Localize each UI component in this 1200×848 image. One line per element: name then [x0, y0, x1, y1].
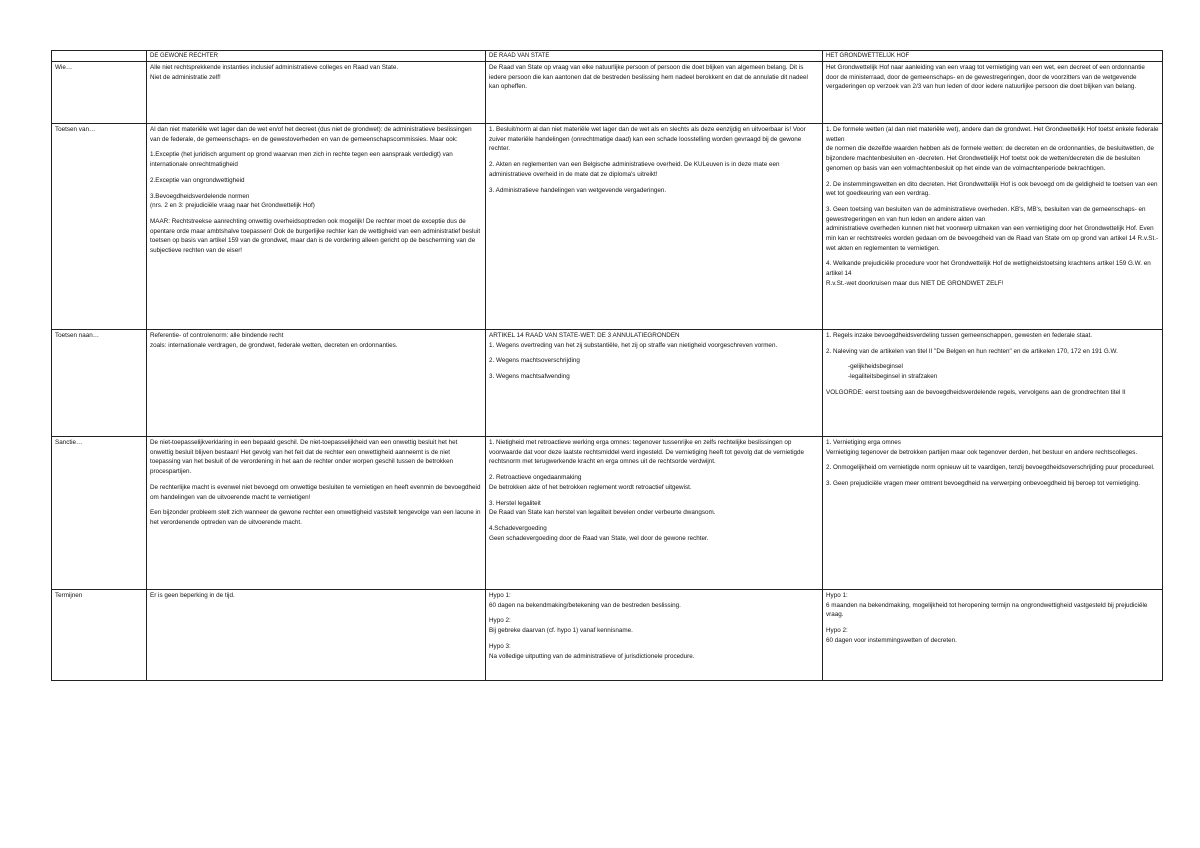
cell-paragraph: 2. Akten en reglementen van een Belgische administratieve overheid. De KULeuven is in deze mate een administratieve overheid in de mate dat ze diploma's uitreikt! — [489, 161, 780, 178]
cell-paragraph: -gelijkheidsbeginsel -legaliteitsbeginsel in strafzaken — [848, 363, 938, 381]
comparison-table — [51, 50, 1163, 681]
cell-paragraph: De Raad van State op vraag van elke natuurlijke persoon of persoon die doet blijken van algemeen belang. Dit is iedere persoon die kan aantonen dat de bestreden beslissing hem nadeel berokkent en dat de annulatie dit nadeel kan opheffen. — [489, 64, 808, 91]
row-label: Termijnen — [52, 590, 147, 681]
table-cell — [147, 590, 486, 681]
cell-paragraph: De niet-toepasselijkverklaring in een bepaald geschil. De niet-toepasselijkheid van een onwettig besluit het het onwettig besluit blijven bestaan! Het gevolg van het feit dat de rechter een onwettigheid aanneemt is de niet toepassing van het besluit of de verordening in het aan de rechter onder worpen geschil tussen de betrokken procespartijen. — [150, 439, 458, 476]
cell-paragraph: Hypo 1: 60 dagen na bekendmaking/betekening van de bestreden beslissing. — [489, 592, 681, 609]
cell-paragraph: 3. Administratieve handelingen van wetgevende vergaderingen. — [489, 186, 667, 194]
table-cell — [823, 124, 1163, 330]
cell-paragraph: 2. De instemmingswetten en dito decreten. Het Grondwettelijk Hof is ook bevoegd om de geldigheid te toetsen van een wet tot goedkeuring van een verdrag. — [826, 180, 1158, 198]
header-gewone-rechter: DE GEWONE RECHTER — [147, 51, 486, 62]
cell-paragraph: Het Grondwettelijk Hof naar aanleiding van een vraag tot vernietiging van een wet, een decreet of een ordonnantie door de ministerraad, door de gemeenschaps- en de gewestregeringen, door de voorzitters van de wetgevende vergaderingen op verzoek van 2/3 van hun leden of door iedere natuurlijke persoon die doet blijken van belang. — [826, 64, 1145, 91]
cell-paragraph: Al dan niet materiële wet lager dan de wet en/of het decreet (dus niet de grondwet): de administratieve beslissingen van de federale, de gemeenschaps- en de gewestoverheden en van de gemeenschapscommissies. Maar ook: — [150, 126, 472, 143]
table-cell — [147, 124, 486, 330]
cell-paragraph: 1. Regels inzake bevoegdheidsverdeling tussen gemeenschappen, gewesten en federale staat. — [826, 332, 1093, 339]
table-cell — [823, 437, 1163, 590]
table-cell — [486, 590, 823, 681]
cell-paragraph: 4.Schadevergoeding Geen schadevergoeding door de Raad van State, wel door de gewone rechter. — [489, 524, 709, 542]
header-row — [52, 51, 1163, 62]
cell-paragraph: 1. Vernietiging erga omnes Vernietiging tegenover de betrokken partijen maar ook tegenover derden, het bestuur en andere rechtscolleges. — [826, 439, 1138, 456]
header-raad-van-state: DE RAAD VAN STATE — [486, 51, 823, 62]
table-row — [52, 62, 1163, 124]
cell-paragraph: Hypo 3: Na volledige uitputting van de administratieve of jurisdictionele procedure. — [489, 642, 695, 660]
table-row — [52, 330, 1163, 437]
cell-paragraph: De rechterlijke macht is evenwel niet bevoegd om onwettige besluiten te vernietigen en heeft evenmin de bevoegdheid om handelingen van de uitvoerende macht te vernietigen! — [150, 483, 481, 501]
row-label: Toetsen naan… — [52, 330, 147, 437]
cell-paragraph: Een bijzonder probleem stelt zich wanneer de gewone rechter een onwettigheid vaststelt tengevolge van een lacune in het verordenende optreden van de uitvoerende macht. — [150, 509, 481, 526]
row-label: Sanctie… — [52, 437, 147, 590]
cell-paragraph: 4. Welkande prejudiciële procedure voor het Grondwettelijk Hof de wettigheidstoetsing krachtens artikel 159 G.W. en artikel 14 R.v.St.-wet doorkruisen maar dus NIET DE GRONDWET ZELF! — [826, 260, 1151, 287]
cell-paragraph: 3. Geen toetsing van besluiten van de administratieve overheden. KB's, MB's, besluiten van de gemeenschaps- en gewestregeringen en van hun leden en andere akten van administratieve overheden kunnen niet het voorwerp uitmaken van een vernietiging door het Grondwettelijk Hof. Even min kan er rechtstreeks worden gedaan om de bevoegdheid van de Raad van State om op grond van artikel 14 R.v.St.-wet akten en reglementen te vernietigen. — [826, 205, 1159, 252]
table-row — [52, 590, 1163, 681]
cell-paragraph: Alle niet rechtsprekkende instanties inclusief administratieve colleges en Raad van State. Niet de administratie zelf! — [150, 64, 399, 81]
cell-paragraph: Er is geen beperking in de tijd. — [150, 592, 235, 599]
cell-paragraph: 3. Herstel legaliteit De Raad van State kan herstel van legaliteit bevelen onder verbeurte dwangsom. — [489, 499, 716, 517]
table-row — [52, 124, 1163, 330]
table-cell — [147, 62, 486, 124]
cell-paragraph: 1. Nietigheid met retroactieve werking erga omnes: tegenover tussenrijke en zelfs rechtelijke beslissingen op voorwaarde dat voor deze laatste rechtsmiddel werd ingesteld. De vernietiging heeft tot gevolg dat de vernietigde rechtsnorm met terugwerkende kracht en erga omnes uit de rechtsorde verdwijnt. — [489, 439, 805, 466]
cell-paragraph: VOLGORDE: eerst toetsing aan de bevoegdheidsverdelende regels, vervolgens aan de grondrechten titel II — [826, 388, 1126, 396]
cell-paragraph: 2. Onmogelijkheid om vernietigde norm opnieuw uit te vaardigen, tenzij bevoegdheidsoverschrijding puur procedureel. — [826, 464, 1155, 472]
row-label: Wie… — [52, 62, 147, 124]
cell-paragraph: Hypo 1: 6 maanden na bekendmaking, mogelijkheid tot heropening termijn na ongrondwettigheid vastgesteld bij prejudiciële vraag. — [826, 592, 1148, 619]
table-cell — [486, 330, 823, 437]
cell-paragraph: 3. Wegens machtsafwending — [489, 373, 570, 381]
row-label: Toetsen van… — [52, 124, 147, 330]
table-cell — [823, 590, 1163, 681]
cell-paragraph: 1. De formele wetten (al dan niet materiële wet), andere dan de grondwet. Het Grondwettelijk Hof toetst enkele federale wetten de normen die dezelfde waarden hebben als de formele wetten: de decreten en de ordonnanties, de besluitwetten, de bijzondere machtenbesluiten en -decreten. Het Grondwettelijk Hof toetst ook de wetten/decreten die de besluiten genomen op basis van een volmachtenbesluit op het einde van de volmachtenperiode bekrachtigen. — [826, 126, 1159, 172]
table-cell — [486, 62, 823, 124]
cell-paragraph: Hypo 2: 60 dagen voor instemmingswetten of decreten. — [826, 627, 957, 644]
table-row — [52, 437, 1163, 590]
header-grondwettelijk-hof: HET GRONDWETTELIJK HOF — [823, 51, 1163, 62]
table-cell — [147, 437, 486, 590]
cell-paragraph: 2. Retroactieve ongedaanmaking De betrokken akte of het betrokken reglement wordt retroactief uitgewist. — [489, 474, 692, 491]
table-cell — [823, 330, 1163, 437]
cell-paragraph: Referentie- of controlenorm: alle bindende recht zoals: internationale verdragen, de grondwet, federale wetten, decreten en ordonnanties. — [150, 332, 398, 349]
table-cell — [486, 124, 823, 330]
cell-paragraph: 2. Wegens machtsoverschrijding — [489, 357, 580, 365]
cell-paragraph: MAAR: Rechtstreekse aanrechting onwettig overheidsoptreden ook mogelijk! De rechter moet de exceptie dus de opentare orde maar ambtshalve toepassen! Ook de burgerlijke rechter kan de wettigheid van een administratief besluit toetsen op basis van artikel 159 van de grondwet, maar dan is de vordering alleen gericht op de bescherming van de subjectieve rechten van de eiser! — [150, 217, 481, 255]
cell-paragraph: 2. Naleving van de artikelen van titel II "De Belgen en hun rechten" en de artikelen 170, 172 en 191 G.W. — [826, 347, 1118, 355]
cell-paragraph: 3.Bevoegdheidsverdelende normen (nrs. 2 en 3: prejudiciële vraag naar het Grondwettelijk Hof) — [150, 192, 315, 210]
cell-paragraph: 2.Exceptie van ongrondwettigheid — [150, 176, 245, 184]
header-cell-0 — [52, 51, 147, 62]
table-cell — [823, 62, 1163, 124]
table-cell — [486, 437, 823, 590]
cell-paragraph: 3. Geen prejudiciële vragen meer omtrent bevoegdheid na verwerping onbevoegdheid bij beroep tot vernietiging. — [826, 480, 1140, 488]
table-cell — [147, 330, 486, 437]
cell-paragraph: ARTIKEL 14 RAAD VAN STATE-WET: DE 3 ANNULATIEGRONDEN 1. Wegens overtreding van het zij substantiële, het zij op straffe van nietigheid voorgeschreven vormen. — [489, 332, 778, 349]
cell-paragraph: Hypo 2: Bij gebreke daarvan (cf. hypo 1) vanaf kennisname. — [489, 617, 633, 635]
cell-paragraph: 1. Besluit/norm al dan niet materiële wet lager dan de wet als en slechts als deze eenzijdig en uitvoerbaar is! Voor zuiver materiële handelingen (onrechtmatige daad) kan een schade loosstelling worden gevraagd bij de gewone rechter. — [489, 126, 806, 153]
cell-paragraph: 1.Exceptie (het juridisch argument op grond waarvan men zich in rechte tegen een aanspraak verdedigt) van internationale onrechtmatigheid — [150, 151, 453, 169]
